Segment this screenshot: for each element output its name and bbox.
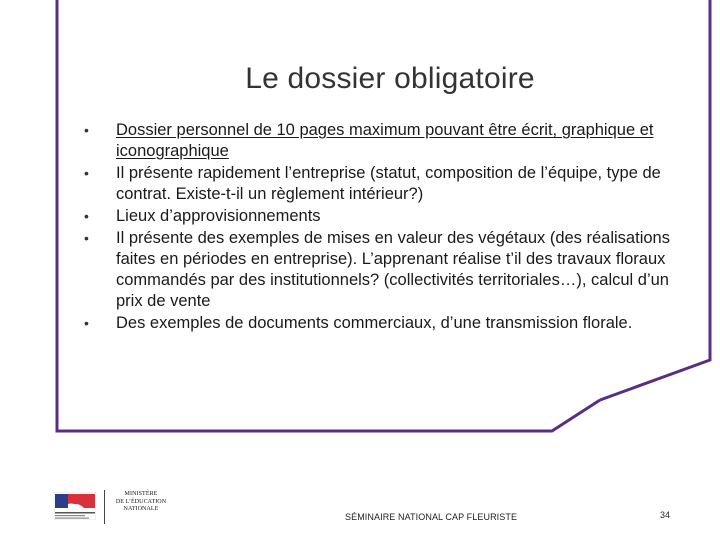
bullet-dot-icon: • <box>84 315 89 331</box>
bullet-dot-icon: • <box>84 122 89 138</box>
bullet-text: Lieux d’approvisionnements <box>116 207 321 225</box>
logo-line: NATIONALE <box>123 506 159 512</box>
bullet-item <box>84 228 699 312</box>
bullet-item <box>84 206 699 227</box>
bullet-item <box>84 163 699 205</box>
bullet-dot-icon: • <box>84 230 89 246</box>
ministry-logo <box>54 490 169 524</box>
page-number: 34 <box>660 510 671 520</box>
slide-title: Le dossier obligatoire <box>245 62 535 96</box>
logo-line: DE L’ÉDUCATION <box>115 498 167 505</box>
republic-flag-icon <box>54 492 96 520</box>
bullet-dot-icon: • <box>84 208 89 224</box>
bullet-item <box>84 313 699 334</box>
bullet-item <box>84 120 699 162</box>
logo-line: MINISTÈRE <box>124 491 158 497</box>
bullet-text: Dossier personnel de 10 pages maximum pouvant être écrit, graphique et iconographique <box>116 121 654 160</box>
logo-text <box>110 491 172 514</box>
bullet-dot-icon: • <box>84 165 89 181</box>
bullet-text: Des exemples de documents commerciaux, d’une transmission florale. <box>116 314 633 332</box>
bullet-list <box>84 120 699 334</box>
bullet-text: Il présente rapidement l’entreprise (statut, composition de l’équipe, type de contrat. Existe-t-il un règlement intérieur?) <box>116 164 661 203</box>
bullet-text: Il présente des exemples de mises en valeur des végétaux (des réalisations faites en périodes en entreprise). L’apprenant réalise t’il des travaux floraux commandés par des institutionnels? (collectivités territoriales…), calcul d’un prix de vente <box>116 229 670 310</box>
footer-label: SÉMINAIRE NATIONAL CAP FLEURISTE <box>345 512 518 522</box>
logo-divider <box>104 490 105 524</box>
